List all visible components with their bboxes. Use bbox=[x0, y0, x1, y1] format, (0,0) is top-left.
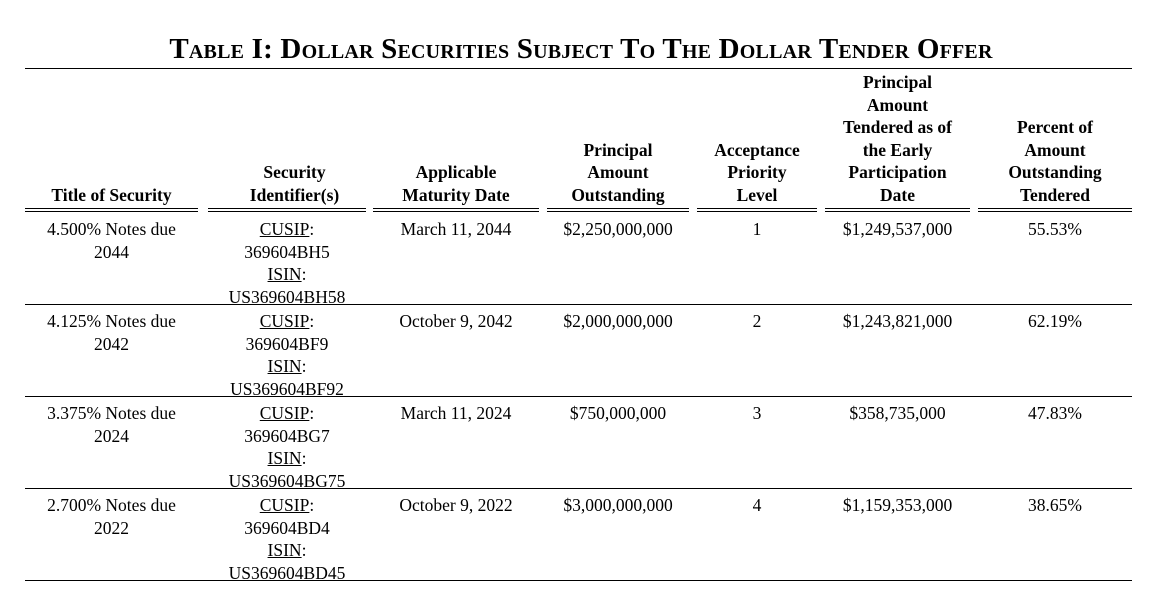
header-principal-outstanding: Principal Amount Outstanding bbox=[571, 139, 665, 205]
cell-security-identifiers: CUSIP: 369604BF9 ISIN: US369604BF92 bbox=[208, 310, 366, 400]
cell-principal-tendered: $1,243,821,000 bbox=[842, 311, 953, 331]
cell-percent-tendered: 62.19% bbox=[1028, 311, 1082, 331]
cell-priority-level: 3 bbox=[752, 403, 762, 423]
isin-label: ISIN bbox=[267, 448, 302, 468]
cell-title-of-security: 3.375% Notes due 2024 bbox=[47, 403, 176, 446]
cusip-value: 369604BH5 bbox=[244, 241, 330, 262]
cell-percent-tendered: 47.83% bbox=[1028, 403, 1082, 423]
cell-title-of-security: 4.500% Notes due 2044 bbox=[47, 219, 176, 262]
isin-value: US369604BD45 bbox=[228, 562, 346, 583]
table-row bbox=[25, 396, 1132, 489]
isin-value: US369604BG75 bbox=[228, 470, 346, 491]
cusip-value: 369604BG7 bbox=[244, 425, 330, 446]
table-row bbox=[25, 304, 1132, 397]
table-header bbox=[25, 69, 1132, 208]
cell-security-identifiers: CUSIP: 369604BH5 ISIN: US369604BH58 bbox=[208, 218, 366, 308]
cusip-label: CUSIP bbox=[259, 403, 310, 423]
cell-maturity-date: October 9, 2042 bbox=[399, 311, 513, 331]
cell-principal-outstanding: $3,000,000,000 bbox=[563, 495, 673, 515]
cell-priority-level: 2 bbox=[752, 311, 762, 331]
cell-security-identifiers: CUSIP: 369604BD4 ISIN: US369604BD45 bbox=[208, 494, 366, 584]
cell-security-identifiers: CUSIP: 369604BG7 ISIN: US369604BG75 bbox=[208, 402, 366, 492]
cell-maturity-date: October 9, 2022 bbox=[399, 495, 513, 515]
cusip-label: CUSIP bbox=[259, 311, 310, 331]
cell-priority-level: 1 bbox=[752, 219, 762, 239]
header-priority-level: Acceptance Priority Level bbox=[714, 139, 800, 205]
header-security-identifiers: Security Identifier(s) bbox=[249, 162, 340, 205]
cell-title-of-security: 4.125% Notes due 2042 bbox=[47, 311, 176, 354]
cell-percent-tendered: 55.53% bbox=[1028, 219, 1082, 239]
cell-principal-outstanding: $750,000,000 bbox=[569, 403, 667, 423]
cell-maturity-date: March 11, 2024 bbox=[400, 403, 512, 423]
cell-principal-tendered: $358,735,000 bbox=[849, 403, 946, 423]
cell-principal-tendered: $1,249,537,000 bbox=[842, 219, 953, 239]
isin-value: US369604BH58 bbox=[228, 286, 346, 307]
table-title: Table I: Dollar Securities Subject To The Dollar Tender Offer bbox=[169, 33, 993, 65]
cell-percent-tendered: 38.65% bbox=[1028, 495, 1082, 515]
cell-maturity-date: March 11, 2044 bbox=[400, 219, 512, 239]
isin-label: ISIN bbox=[267, 264, 302, 284]
isin-label: ISIN bbox=[267, 540, 302, 560]
cell-priority-level: 4 bbox=[752, 495, 762, 515]
isin-value: US369604BF92 bbox=[230, 378, 344, 399]
header-percent-tendered: Percent of Amount Outstanding Tendered bbox=[1008, 117, 1102, 205]
header-maturity-date: Applicable Maturity Date bbox=[402, 162, 510, 205]
isin-label: ISIN bbox=[267, 356, 302, 376]
cell-principal-outstanding: $2,000,000,000 bbox=[563, 311, 673, 331]
cell-principal-outstanding: $2,250,000,000 bbox=[563, 219, 673, 239]
cell-title-of-security: 2.700% Notes due 2022 bbox=[47, 495, 176, 538]
cusip-label: CUSIP bbox=[259, 495, 310, 515]
table-row bbox=[25, 488, 1132, 581]
cell-principal-tendered: $1,159,353,000 bbox=[842, 495, 953, 515]
table-row bbox=[25, 212, 1132, 305]
cusip-value: 369604BF9 bbox=[245, 333, 329, 354]
cusip-label: CUSIP bbox=[259, 219, 310, 239]
cusip-value: 369604BD4 bbox=[244, 517, 330, 538]
header-title-of-security: Title of Security bbox=[51, 184, 172, 205]
header-principal-tendered: Principal Amount Tendered as of the Early Participation Date bbox=[843, 72, 952, 205]
